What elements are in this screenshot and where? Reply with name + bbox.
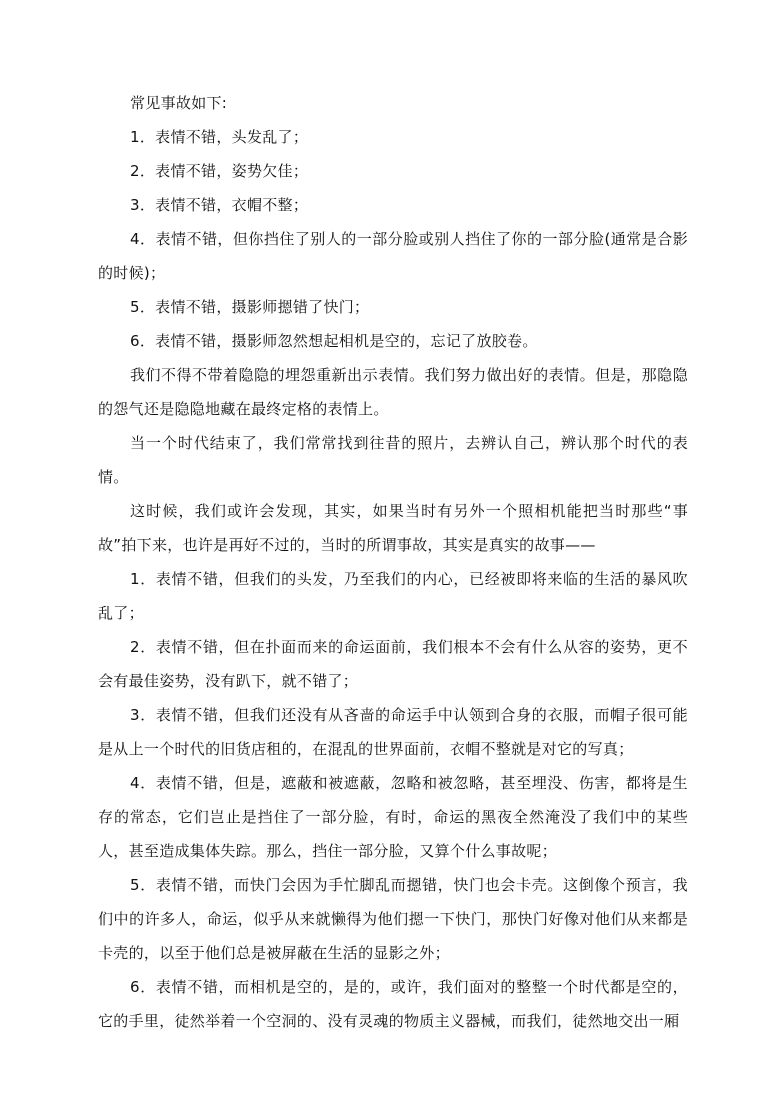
paragraph-text: 当一个时代结束了，我们常常找到往昔的照片，去辨认自己，辨认那个时代的表情。: [98, 434, 688, 486]
paragraph-story-item-1: 1．表情不错，但我们的头发，乃至我们的内心，已经被即将来临的生活的暴风吹乱了；: [98, 570, 688, 622]
document-body: [98, 86, 688, 1038]
paragraph-intro: 常见事故如下:: [130, 94, 228, 112]
paragraph-list-item-3: 3．表情不错，衣帽不整；: [130, 196, 309, 214]
paragraph-story-item-6: 6．表情不错，而相机是空的，是的，或许，我们面对的整整一个时代都是空的，它的手里，徒然举着一个空洞的、没有灵魂的物质主义器械，而我们，徒然地交出一厢: [98, 978, 688, 1030]
paragraph-list-item-2: 2．表情不错，姿势欠佳；: [130, 162, 309, 180]
paragraph-text: 这时候，我们或许会发现，其实，如果当时有另外一个照相机能把当时那些“事故”拍下来，也许是再好不过的，当时的所谓事故，其实是真实的故事——: [98, 502, 688, 554]
paragraph-story-item-5: 5．表情不错，而快门会因为手忙脚乱而摁错，快门也会卡壳。这倒像个预言，我们中的许多人，命运，似乎从来就懒得为他们摁一下快门，那快门好像对他们从来都是卡壳的，以至于他们总是被屏蔽在生活的显影之外；: [98, 876, 688, 962]
paragraph-story-item-3: 3．表情不错，但我们还没有从吝啬的命运手中认领到合身的衣服，而帽子很可能是从上一个时代的旧货店租的，在混乱的世界面前，衣帽不整就是对它的写真；: [98, 706, 688, 758]
paragraph-text: 我们不得不带着隐隐的埋怨重新出示表情。我们努力做出好的表情。但是，那隐隐的怨气还是隐隐地藏在最终定格的表情上。: [98, 366, 688, 418]
paragraph-story-item-2: 2．表情不错，但在扑面而来的命运面前，我们根本不会有什么从容的姿势，更不会有最佳姿势，没有趴下，就不错了；: [98, 638, 688, 690]
paragraph-list-item-1: 1．表情不错，头发乱了；: [130, 128, 309, 146]
paragraph-story-item-4: 4．表情不错，但是，遮蔽和被遮蔽，忽略和被忽略，甚至埋没、伤害，都将是生存的常态，它们岂止是挡住了一部分脸，有时，命运的黑夜全然淹没了我们中的某些人，甚至造成集体失踪。那么，挡住一部分脸，又算个什么事故呢；: [98, 774, 688, 860]
paragraph-list-item-6: 6．表情不错，摄影师忽然想起相机是空的，忘记了放胶卷。: [130, 332, 538, 350]
paragraph-list-item-4: 4．表情不错，但你挡住了别人的一部分脸或别人挡住了你的一部分脸(通常是合影的时候)；: [98, 230, 688, 282]
paragraph-list-item-5: 5．表情不错，摄影师摁错了快门；: [130, 298, 370, 316]
